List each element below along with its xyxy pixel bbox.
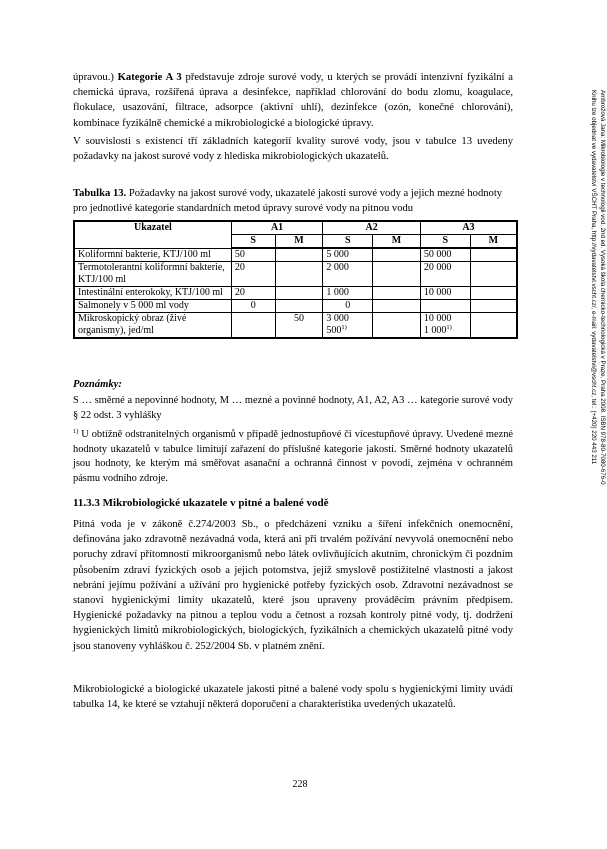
page-number: 228 [292, 779, 308, 790]
table-row [74, 262, 517, 287]
table-header-indicator: Ukazatel [74, 221, 231, 248]
table-cell [275, 248, 323, 262]
table-row [74, 248, 517, 262]
table-sub-s: S [323, 235, 373, 249]
table-header-a1: A1 [231, 221, 323, 235]
table-cell: 20 000 [420, 262, 470, 287]
table-caption-label: Tabulka 13. [73, 188, 127, 199]
table-cell [275, 300, 323, 313]
table-cell [470, 313, 517, 339]
table-cell [470, 262, 517, 287]
table-cell [470, 300, 517, 313]
table-cell [420, 300, 470, 313]
table-header-a2: A2 [323, 221, 421, 235]
table-cell-label: Salmonely v 5 000 ml vody [74, 300, 231, 313]
table-cell: 10 000 [420, 287, 470, 300]
table-cell [470, 287, 517, 300]
table-cell-label: Intestinální enterokoky, KTJ/100 ml [74, 287, 231, 300]
table-cell: 2 000 [323, 262, 373, 287]
table-sub-s: S [231, 235, 275, 249]
table-cell: 0 [231, 300, 275, 313]
side-citation [565, 90, 605, 750]
footnote-mark: 1) [341, 324, 347, 331]
table-cell [275, 262, 323, 287]
table-cell [275, 287, 323, 300]
table-cell-value: 10 000 [423, 313, 452, 324]
table-cell [373, 287, 421, 300]
intro-paragraph-1 [73, 70, 513, 131]
intro-p1-start: úpravou.) [73, 72, 118, 83]
side-citation-line-2: Knihu lze objednat ve vydavatelství VŠCHT Praha, http://vydavatelstvi.vscht.cz/, e-mail: vydavatelstvi@vscht.cz, tel.: (+420) 220 443 211 [590, 90, 597, 465]
intro-p1-rest: představuje zdroje surové vody, u kterých se provádí intenzivní fyzikální a chemická úprava, rozšířená úprava a desinfekce, například chlorování do bodu zlomu, koagulace, flokulace, usazování, filtrace, adsorpce (aktivní uhlí), dezinfekce (ozón, konečné chlorování), kombinace fyzikálně chemické a mikrobiologické a biologické úpravy. [73, 72, 513, 129]
note-1: S … směrné a nepovinné hodnoty, M … mezné a povinné hodnoty, A1, A2, A3 … kategorie surové vody § 22 odst. 3 vyhlášky [73, 395, 513, 421]
table-cell: 20 [231, 287, 275, 300]
side-citation-text [589, 90, 607, 750]
table-cell: 0 [323, 300, 373, 313]
table-cell: 50 [275, 313, 323, 339]
intro-paragraph-2: V souvislosti s existencí tří základních kategorií kvality surové vody, jsou v tabulce 13 uvedeny požadavky na jakost surové vody z hlediska mikrobiologických ukazatelů. [73, 136, 513, 163]
table-cell: 5 000 [323, 248, 373, 262]
side-citation-line-1: Ambrožová Jana: Mikrobiologie v technologii vod. 2nd ed. Vysoká škola chemicko-technologická v Praze, Praha 2008. ISBN 978-80-7080-676-0 [599, 90, 606, 485]
table-cell [420, 313, 470, 339]
table-sub-m: M [373, 235, 421, 249]
section-paragraph-1: Pitná voda je v zákoně č.274/2003 Sb., o předcházení vzniku a šíření infekčních onemocnění, definována jako zdravotně nezávadná voda, která ani při trvalém požívání nevyvolá onemocnění nebo poruchy zdraví přítomností mikroorganismů nebo látek ovlivňujících akutním, chronickým či pozdním působením zdraví fyzických osob a jejich potomstva, jejíž smyslově postižitelné vlastnosti a jakost nebrání jejímu požívání a užívání pro hygienické potřeby fyzických osob. Zdravotní nezávadnost se stanoví hygienickými limity ukazatelů, které jsou upraveny prováděcím právním předpisem. Hygienické požadavky na pitnou a teplou vodu a četnost a rozsah kontroly pitné vody, tj. dodržení hygienických limitů mikrobiologických, biologických, fyzikálních a chemických ukazatelů pitné vody jsou stanoveny vyhláškou č. 252/2004 Sb. v platném znění. [73, 519, 513, 652]
table-cell [373, 313, 421, 339]
table-cell: 50 [231, 248, 275, 262]
category-a3-label: Kategorie A 3 [117, 72, 182, 83]
table-cell [231, 313, 275, 339]
note-2 [73, 428, 513, 486]
table-cell: 50 000 [420, 248, 470, 262]
table-header-a3: A3 [420, 221, 517, 235]
table-cell [373, 300, 421, 313]
table-sub-m: M [275, 235, 323, 249]
table-cell [373, 248, 421, 262]
table-cell-value: 500 [326, 325, 342, 336]
table-cell-value: 3 000 [326, 313, 349, 324]
table-row [74, 300, 517, 313]
footnote-mark: 1) [446, 324, 452, 331]
table-cell-label: Mikroskopický obraz (živé organismy), jed/ml [74, 313, 231, 339]
table-sub-s: S [420, 235, 470, 249]
section-paragraph-2: Mikrobiologické a biologické ukazatele jakosti pitné a balené vody spolu s hygienickými limity uvádí tabulka 14, ke které se vztahují některá doporučení a charakteristika uvedených ukazatelů. [73, 684, 513, 711]
section-heading: 11.3.3 Mikrobiologické ukazatele v pitné a balené vodě [73, 497, 329, 509]
table-row [74, 287, 517, 300]
footnote-mark: 1) [73, 428, 79, 435]
table-cell-label: Koliformní bakterie, KTJ/100 ml [74, 248, 231, 262]
notes-title: Poznámky: [73, 379, 122, 390]
table-sub-m: M [470, 235, 517, 249]
table-cell [323, 313, 373, 339]
table-caption [73, 186, 513, 216]
note-2-text: U obtížně odstranitelných organismů v případě jednostupňové či vícestupňové úpravy. Uvedené mezné hodnoty ukazatelů v tabulce limitují zařazení do příslušné kategorie jakosti. Směrné hodnoty ukazatelů jsou hodnoty, ke kterým má směřovat asanační a ochranná činnost v povodí, zejména v ochranném pásmu vodního zdroje. [73, 429, 513, 484]
table-cell-label: Termotolerantní koliformní bakterie, KTJ/100 ml [74, 262, 231, 287]
table-row [74, 313, 517, 339]
table-cell: 20 [231, 262, 275, 287]
table-caption-text: Požadavky na jakost surové vody, ukazatelé jakosti surové vody a jejich mezné hodnoty pro jednotlivé kategorie standardních metod úpravy surové vody na pitnou vodu [73, 188, 503, 214]
table-cell-value: 1 000 [423, 325, 447, 336]
table-cell [470, 248, 517, 262]
table-cell: 1 000 [323, 287, 373, 300]
raw-water-requirements-table [73, 220, 518, 339]
table-cell [373, 262, 421, 287]
